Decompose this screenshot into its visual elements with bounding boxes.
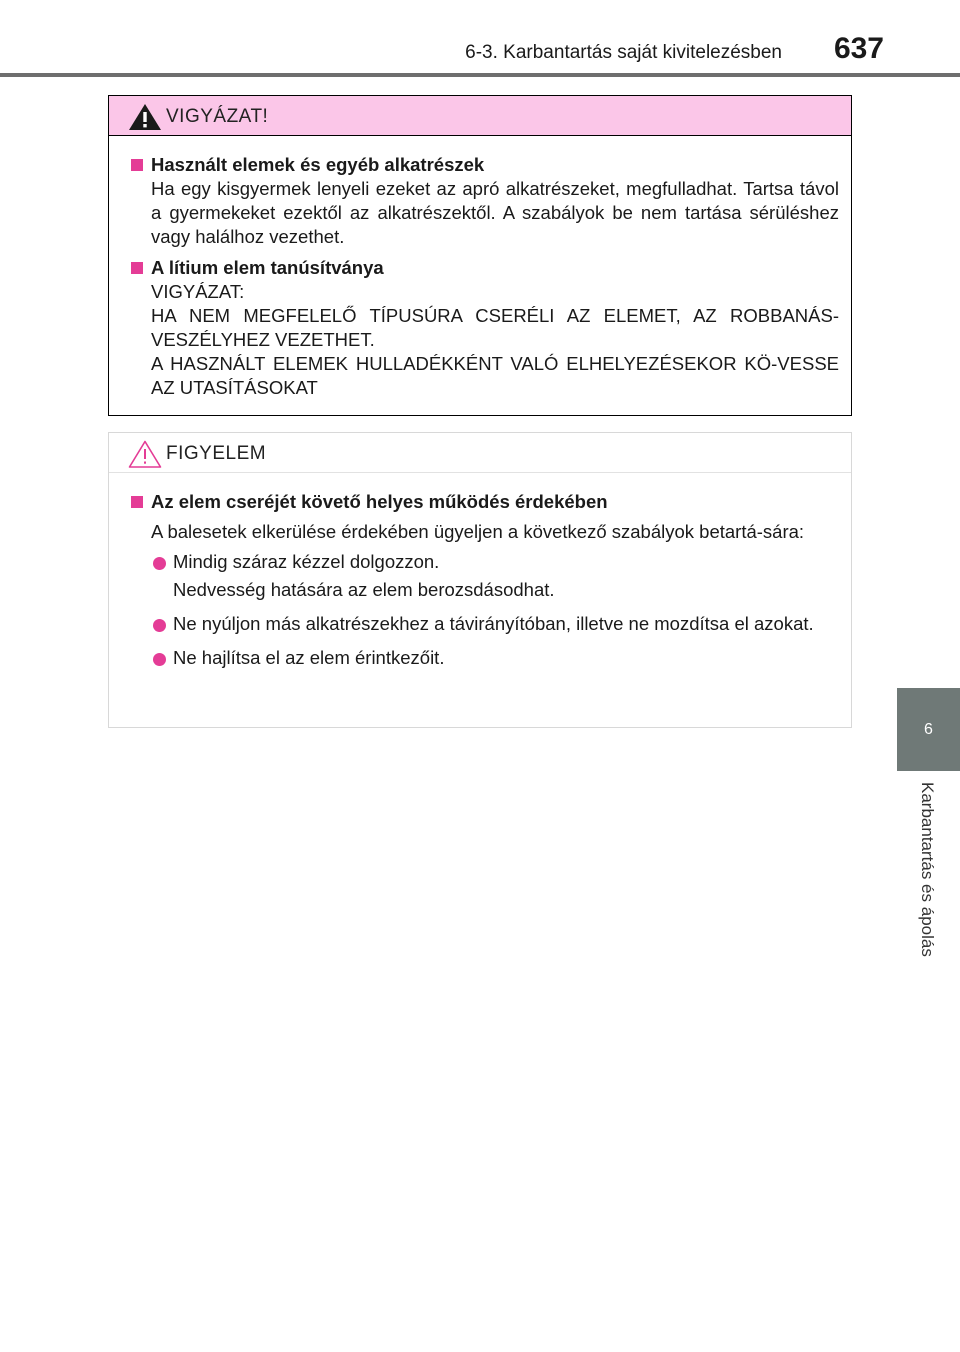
warning-item-text: Ha egy kisgyermek lenyeli ezeket az apró alkatrészeket, megfulladhat. Tartsa távol a gyermekeket ezektől az alkatrészektől. A szabályok be nem tartása sérüléshez vagy halálhoz vezethet. [151,178,839,247]
header-rule [0,73,960,77]
warning-item-text: A HASZNÁLT ELEMEK HULLADÉKKÉNT VALÓ ELHELYEZÉSEKOR KÖ-VESSE AZ UTASÍTÁSOKAT [151,353,839,398]
section-title: 6-3. Karbantartás saját kivitelezésben [465,42,782,63]
warning-box [108,95,852,416]
notice-item-heading: Az elem cseréjét követő helyes működés érdekében [129,490,839,514]
warning-box-body [109,153,851,400]
notice-box-header [109,433,851,473]
chapter-label: Karbantartás és ápolás [918,782,937,957]
chapter-side-label [897,782,960,1002]
square-bullet-icon [131,159,143,171]
round-bullet-icon [153,653,166,666]
notice-title: FIGYELEM [166,443,267,464]
warning-triangle-filled-icon [127,102,163,132]
round-bullet-icon [153,619,166,632]
warning-title: VIGYÁZAT! [166,106,269,127]
round-bullet-icon [153,557,166,570]
notice-intro: A balesetek elkerülése érdekében ügyeljen a következő szabályok betartá-sára: [151,521,805,542]
square-bullet-icon [131,262,143,274]
page-number: 637 [833,32,884,65]
warning-item-heading: Használt elemek és egyéb alkatrészek [129,153,839,177]
bullet-item: Ne nyúljon más alkatrészekhez a távirányítóban, illetve ne mozdítsa el azokat. [129,610,839,638]
bullet-item: Mindig száraz kézzel dolgozzon. Nedvesség hatására az elem berozsdásodhat. [129,548,839,604]
warning-triangle-outline-icon [127,439,163,469]
chapter-number: 6 [924,720,933,738]
page-header [0,0,960,76]
chapter-tab [897,688,960,771]
warning-item-text: HA NEM MEGFELELŐ TÍPUSÚRA CSERÉLI AZ ELEMET, AZ ROBBANÁS-VESZÉLYHEZ VEZETHET. [151,305,839,350]
warning-item-text: VIGYÁZAT: [151,281,245,302]
notice-box-body [109,490,851,672]
warning-item-heading: A lítium elem tanúsítványa [129,256,839,280]
notice-box [108,432,852,728]
bullet-item: Ne hajlítsa el az elem érintkezőit. [129,644,839,672]
square-bullet-icon [131,496,143,508]
warning-box-header [109,96,851,136]
